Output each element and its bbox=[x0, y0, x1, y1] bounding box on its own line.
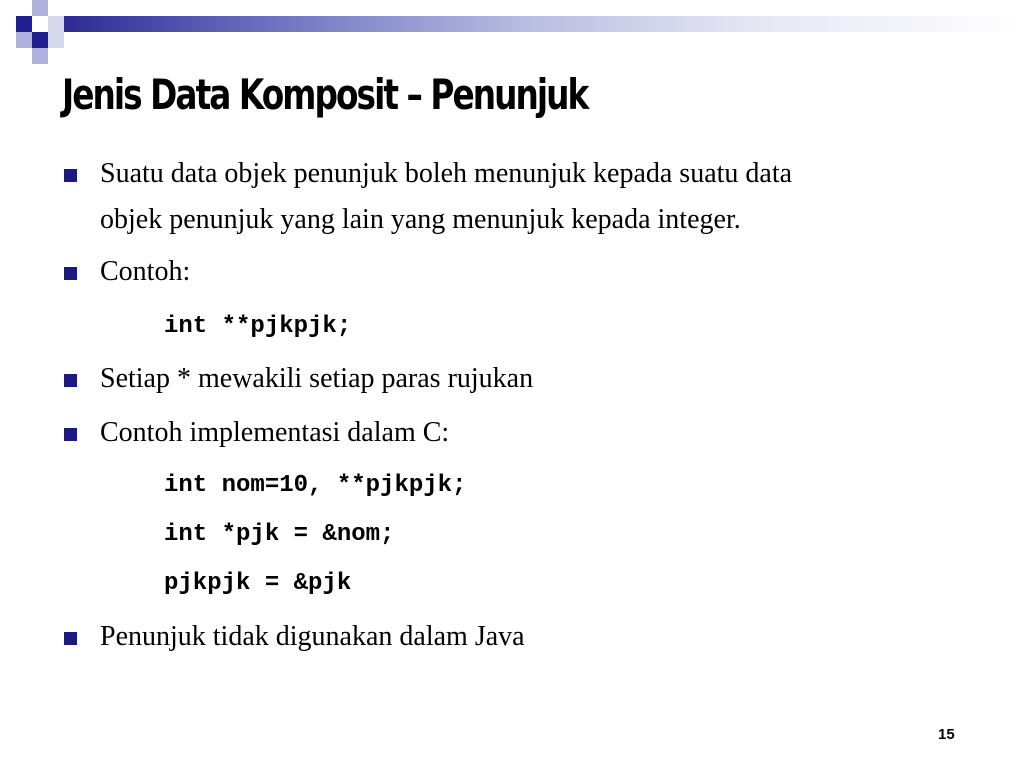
code-line: pjkpjk = &pjk bbox=[164, 570, 352, 597]
decor-square bbox=[16, 32, 32, 48]
bullet-text: Contoh: bbox=[100, 256, 191, 287]
bullet-text: Setiap * mewakili setiap paras rujukan bbox=[100, 363, 534, 394]
code-line: int nom=10, **pjkpjk; bbox=[164, 472, 467, 499]
decor-square bbox=[48, 32, 64, 48]
decor-square bbox=[32, 32, 48, 48]
decor-square bbox=[32, 0, 48, 16]
decor-square bbox=[32, 48, 48, 64]
square-bullet-icon bbox=[64, 428, 77, 441]
square-bullet-icon bbox=[64, 169, 77, 182]
bullet-text: Suatu data objek penunjuk boleh menunjuk kepada suatu data bbox=[100, 158, 793, 189]
square-bullet-icon bbox=[64, 267, 77, 280]
bullet-text: Penunjuk tidak digunakan dalam Java bbox=[100, 621, 525, 652]
decor-square bbox=[16, 16, 32, 32]
code-line: int *pjk = &nom; bbox=[164, 521, 395, 548]
slide-title: Jenis Data Komposit – Penunjuk bbox=[62, 70, 588, 119]
code-line: int **pjkpjk; bbox=[164, 313, 352, 340]
bullet-text: objek penunjuk yang lain yang menunjuk kepada integer. bbox=[100, 204, 741, 235]
square-bullet-icon bbox=[64, 632, 77, 645]
decor-square bbox=[48, 16, 64, 32]
page-number: 15 bbox=[938, 726, 955, 743]
header-gradient-band bbox=[64, 16, 1024, 32]
square-bullet-icon bbox=[64, 374, 77, 387]
bullet-text: Contoh implementasi dalam C: bbox=[100, 417, 450, 448]
